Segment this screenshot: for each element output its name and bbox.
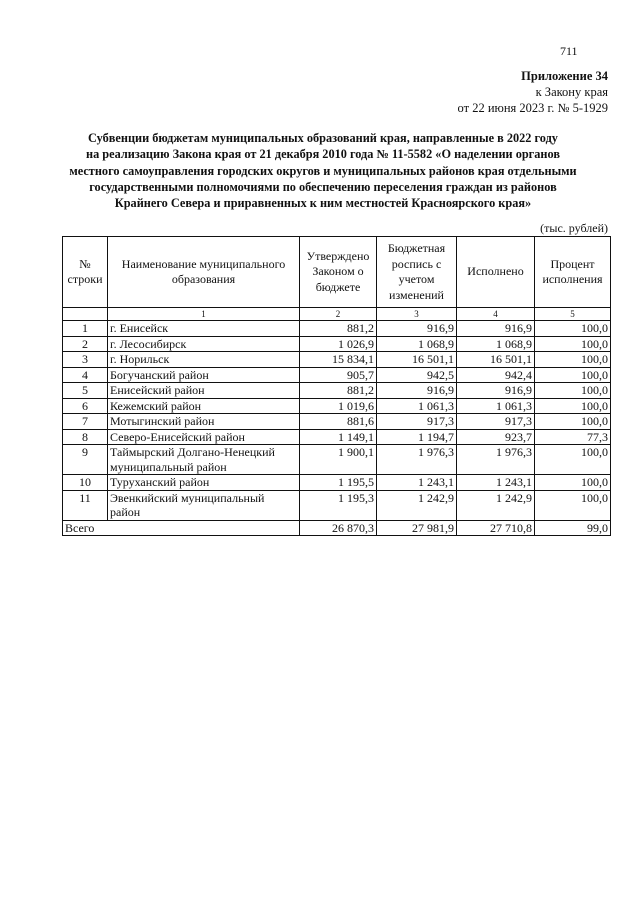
table-row — [63, 321, 611, 337]
percent-value: 100,0 — [535, 321, 611, 337]
executed-value: 942,4 — [457, 367, 535, 383]
table-total-row — [63, 520, 611, 536]
approved-value: 881,6 — [300, 414, 377, 430]
table-row — [63, 429, 611, 445]
row-number: 11 — [63, 490, 108, 520]
approved-value: 15 834,1 — [300, 352, 377, 368]
schedule-value: 1 243,1 — [377, 475, 457, 491]
municipality-name: г. Норильск — [108, 352, 300, 368]
percent-value: 100,0 — [535, 398, 611, 414]
approved-value: 905,7 — [300, 367, 377, 383]
header-row-number: № строки — [63, 237, 108, 308]
executed-value: 1 242,9 — [457, 490, 535, 520]
municipality-name: Таймырский Долгано-Ненецкий муниципальный район — [108, 445, 300, 475]
schedule-value: 1 242,9 — [377, 490, 457, 520]
title-line: Субвенции бюджетам муниципальных образований края, направленные в 2022 году — [88, 131, 558, 145]
title-line: Крайнего Севера и приравненных к ним местностей Красноярского края» — [114, 196, 532, 211]
municipality-name: Енисейский район — [108, 383, 300, 399]
municipality-name: Богучанский район — [108, 367, 300, 383]
title-line: местного самоуправления городских округов и муниципальных районов края отдельными — [69, 163, 577, 178]
municipality-name: Эвенкийский муниципальный район — [108, 490, 300, 520]
page-number: 711 — [560, 44, 578, 58]
subventions-table — [62, 236, 611, 536]
percent-value: 100,0 — [535, 383, 611, 399]
header-execution-percent: Процент исполнения — [535, 237, 611, 308]
column-number: 5 — [535, 308, 611, 321]
table-header-row — [63, 237, 611, 308]
schedule-value: 917,3 — [377, 414, 457, 430]
appendix-law-date: от 22 июня 2023 г. № 5-1929 — [457, 101, 608, 115]
approved-value: 881,2 — [300, 383, 377, 399]
approved-value: 1 149,1 — [300, 429, 377, 445]
table-row — [63, 398, 611, 414]
column-number: 3 — [377, 308, 457, 321]
appendix-reference — [458, 68, 608, 116]
percent-value: 100,0 — [535, 336, 611, 352]
row-number: 3 — [63, 352, 108, 368]
executed-value: 916,9 — [457, 321, 535, 337]
executed-value: 917,3 — [457, 414, 535, 430]
header-executed: Исполнено — [457, 237, 535, 308]
table-row — [63, 414, 611, 430]
schedule-value: 916,9 — [377, 321, 457, 337]
percent-value: 100,0 — [535, 445, 611, 475]
total-approved: 26 870,3 — [300, 520, 377, 536]
table-row — [63, 352, 611, 368]
row-number: 2 — [63, 336, 108, 352]
approved-value: 1 019,6 — [300, 398, 377, 414]
executed-value: 1 061,3 — [457, 398, 535, 414]
approved-value: 1 900,1 — [300, 445, 377, 475]
executed-value: 1 243,1 — [457, 475, 535, 491]
row-number: 5 — [63, 383, 108, 399]
schedule-value: 916,9 — [377, 383, 457, 399]
municipality-name: г. Енисейск — [108, 321, 300, 337]
row-number: 9 — [63, 445, 108, 475]
row-number: 1 — [63, 321, 108, 337]
total-schedule: 27 981,9 — [377, 520, 457, 536]
column-number-blank — [63, 308, 108, 321]
table-row — [63, 367, 611, 383]
schedule-value: 1 976,3 — [377, 445, 457, 475]
schedule-value: 1 194,7 — [377, 429, 457, 445]
total-percent: 99,0 — [535, 520, 611, 536]
row-number: 8 — [63, 429, 108, 445]
units-note: (тыс. рублей) — [540, 221, 608, 235]
schedule-value: 1 061,3 — [377, 398, 457, 414]
header-municipality-name: Наименование муниципального образования — [108, 237, 300, 308]
table-row — [63, 475, 611, 491]
municipality-name: г. Лесосибирск — [108, 336, 300, 352]
municipality-name: Северо-Енисейский район — [108, 429, 300, 445]
row-number: 10 — [63, 475, 108, 491]
document-title — [40, 130, 606, 211]
municipality-name: Мотыгинский район — [108, 414, 300, 430]
title-line: государственными полномочиями по обеспечению переселения граждан из районов — [89, 179, 557, 194]
column-number-row — [63, 308, 611, 321]
percent-value: 100,0 — [535, 414, 611, 430]
municipality-name: Туруханский район — [108, 475, 300, 491]
percent-value: 100,0 — [535, 475, 611, 491]
appendix-title: Приложение 34 — [521, 69, 608, 83]
table-row — [63, 383, 611, 399]
executed-value: 923,7 — [457, 429, 535, 445]
row-number: 4 — [63, 367, 108, 383]
header-approved: Утверждено Законом о бюджете — [300, 237, 377, 308]
schedule-value: 1 068,9 — [377, 336, 457, 352]
executed-value: 916,9 — [457, 383, 535, 399]
percent-value: 100,0 — [535, 352, 611, 368]
table-row — [63, 445, 611, 475]
table-row — [63, 336, 611, 352]
executed-value: 16 501,1 — [457, 352, 535, 368]
header-budget-schedule: Бюджетная роспись с учетом изменений — [377, 237, 457, 308]
appendix-law-reference: к Закону края — [535, 85, 608, 99]
title-line: на реализацию Закона края от 21 декабря 2010 года № 11-5582 «О наделении органов — [86, 147, 560, 162]
total-executed: 27 710,8 — [457, 520, 535, 536]
percent-value: 100,0 — [535, 367, 611, 383]
executed-value: 1 068,9 — [457, 336, 535, 352]
schedule-value: 16 501,1 — [377, 352, 457, 368]
executed-value: 1 976,3 — [457, 445, 535, 475]
approved-value: 1 195,3 — [300, 490, 377, 520]
column-number: 2 — [300, 308, 377, 321]
municipality-name: Кежемский район — [108, 398, 300, 414]
column-number: 4 — [457, 308, 535, 321]
row-number: 7 — [63, 414, 108, 430]
approved-value: 1 026,9 — [300, 336, 377, 352]
percent-value: 100,0 — [535, 490, 611, 520]
approved-value: 1 195,5 — [300, 475, 377, 491]
row-number: 6 — [63, 398, 108, 414]
percent-value: 77,3 — [535, 429, 611, 445]
total-label: Всего — [63, 520, 300, 536]
table-row — [63, 490, 611, 520]
schedule-value: 942,5 — [377, 367, 457, 383]
approved-value: 881,2 — [300, 321, 377, 337]
column-number: 1 — [108, 308, 300, 321]
